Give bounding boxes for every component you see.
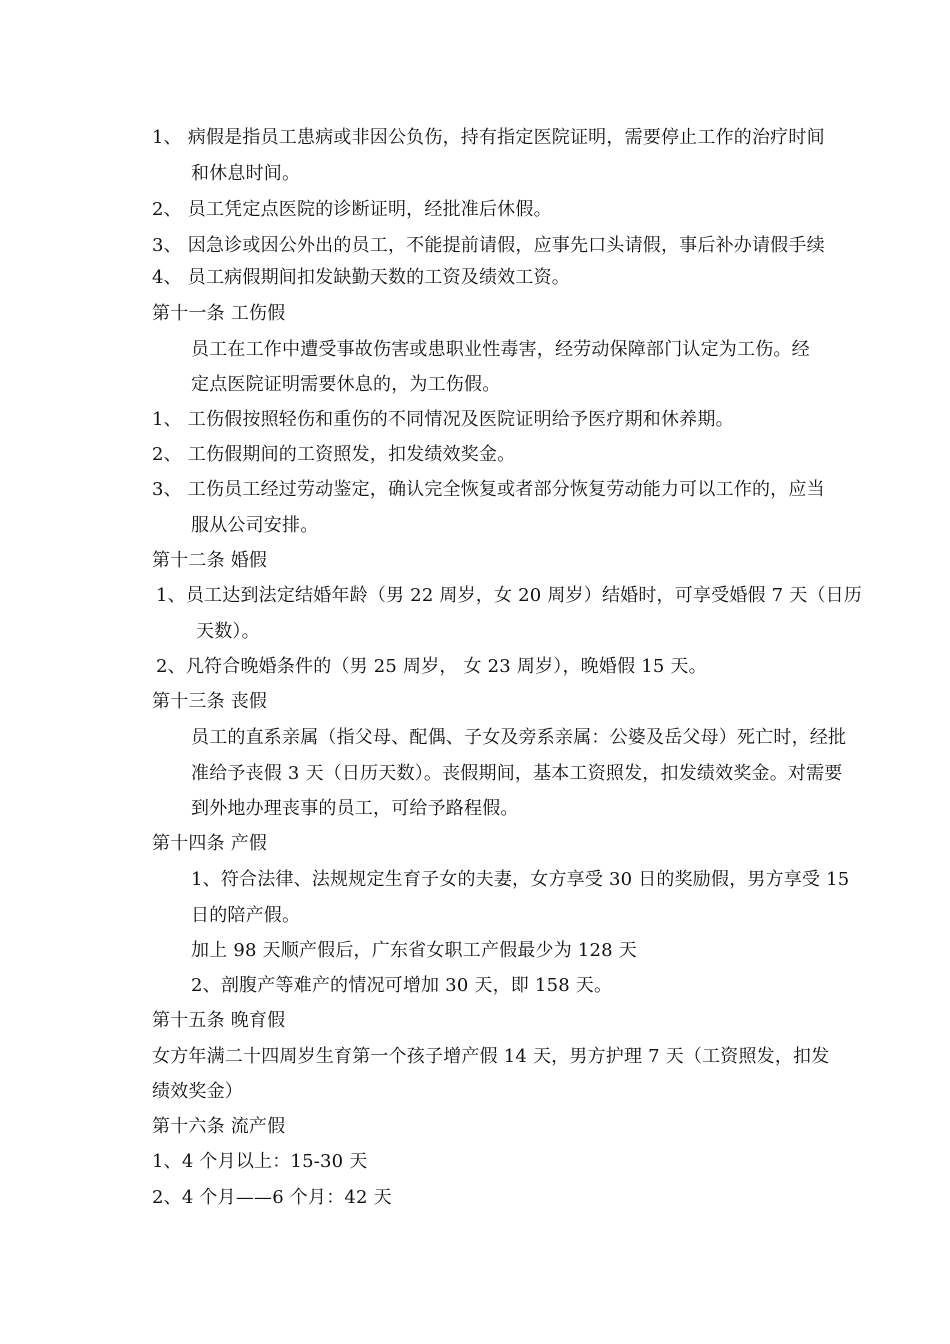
section-heading-12: 第十二条 婚假 bbox=[152, 550, 268, 571]
text-line-10: 2、 工伤假期间的工资照发，扣发绩效奖金。 bbox=[152, 444, 516, 465]
section-heading-15: 第十五条 晚育假 bbox=[152, 1010, 286, 1031]
text-line-1: 1、 病假是指员工患病或非因公负伤，持有指定医院证明，需要停止工作的治疗时间 bbox=[152, 127, 825, 148]
text-line-20: 到外地办理丧事的员工，可给予路程假。 bbox=[191, 798, 519, 819]
text-line-24: 加上 98 天顺产假后，广东省女职工产假最少为 128 天 bbox=[191, 940, 637, 961]
text-line-28: 绩效奖金） bbox=[152, 1081, 243, 1102]
text-line-30: 1、4 个月以上：15-30 天 bbox=[152, 1151, 368, 1172]
section-heading-14: 第十四条 产假 bbox=[152, 833, 268, 854]
text-line-2: 和休息时间。 bbox=[191, 163, 301, 184]
text-line-4: 3、 因急诊或因公外出的员工，不能提前请假，应事先口头请假，事后补办请假手续 bbox=[152, 235, 825, 256]
text-line-11: 3、 工伤员工经过劳动鉴定，确认完全恢复或者部分恢复劳动能力可以工作的，应当 bbox=[152, 479, 825, 500]
section-heading-13: 第十三条 丧假 bbox=[152, 691, 268, 712]
text-line-5: 4、 员工病假期间扣发缺勤天数的工资及绩效工资。 bbox=[152, 267, 570, 288]
section-heading-16: 第十六条 流产假 bbox=[152, 1116, 286, 1137]
text-line-9: 1、 工伤假按照轻伤和重伤的不同情况及医院证明给予医疗期和休养期。 bbox=[152, 409, 734, 430]
text-line-16: 2、凡符合晚婚条件的（男 25 周岁， 女 23 周岁），晚婚假 15 天。 bbox=[156, 656, 707, 677]
text-line-8: 定点医院证明需要休息的，为工伤假。 bbox=[191, 374, 501, 395]
text-line-7: 员工在工作中遭受事故伤害或患职业性毒害，经劳动保障部门认定为工伤。经 bbox=[191, 339, 810, 360]
text-line-19: 准给予丧假 3 天（日历天数）。丧假期间，基本工资照发，扣发绩效奖金。对需要 bbox=[191, 763, 843, 784]
text-line-18: 员工的直系亲属（指父母、配偶、子女及旁系亲属：公婆及岳父母）死亡时，经批 bbox=[191, 727, 847, 748]
text-line-27: 女方年满二十四周岁生育第一个孩子增产假 14 天，男方护理 7 天（工资照发，扣发 bbox=[152, 1046, 830, 1067]
text-line-25: 2、剖腹产等难产的情况可增加 30 天，即 158 天。 bbox=[191, 975, 613, 996]
text-line-14: 1、员工达到法定结婚年龄（男 22 周岁，女 20 周岁）结婚时，可享受婚假 7 天（日历 bbox=[156, 585, 863, 606]
text-line-31: 2、4 个月——6 个月：42 天 bbox=[152, 1187, 392, 1208]
text-line-23: 日的陪产假。 bbox=[191, 905, 301, 926]
text-line-15: 天数）。 bbox=[196, 621, 260, 642]
text-line-12: 服从公司安排。 bbox=[191, 515, 319, 536]
text-line-3: 2、 员工凭定点医院的诊断证明，经批准后休假。 bbox=[152, 199, 552, 220]
text-line-22: 1、符合法律、法规规定生育子女的夫妻，女方享受 30 日的奖励假，男方享受 15 bbox=[191, 869, 850, 890]
section-heading-11: 第十一条 工伤假 bbox=[152, 303, 286, 324]
